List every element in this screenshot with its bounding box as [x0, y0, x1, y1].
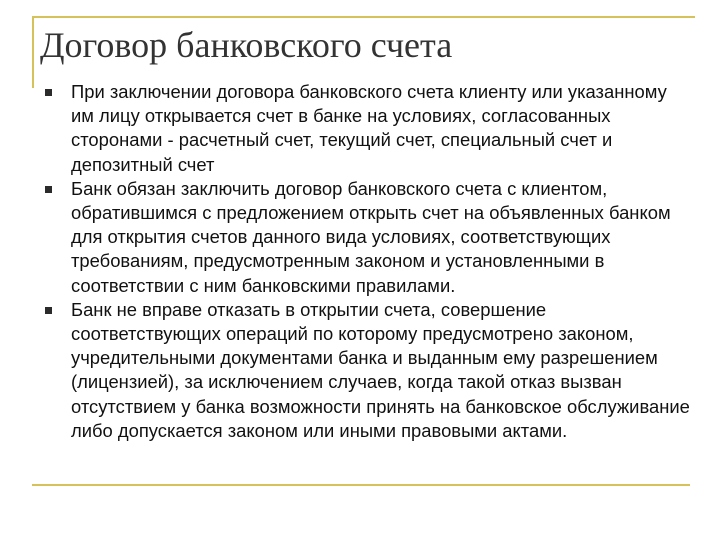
- square-bullet-icon: [45, 307, 52, 314]
- top-divider: [32, 16, 695, 18]
- bullet-text: При заключении договора банковского счета клиенту или указанному им лицу открывается счет в банке на условиях, согласованных сторонами - расчетный счет, текущий счет, специальный счет и депозитный счет: [71, 81, 667, 175]
- bullet-list: [38, 80, 690, 443]
- list-item: [38, 177, 690, 298]
- list-item: [38, 298, 690, 443]
- square-bullet-icon: [45, 186, 52, 193]
- list-item: [38, 80, 690, 177]
- bottom-divider: [32, 484, 690, 486]
- bullet-text: Банк не вправе отказать в открытии счета, совершение соответствующих операций по которому предусмотрено законом, учредительными документами банка и выданным ему разрешением (лицензией), за исключением случаев, когда такой отказ вызван отсутствием у банка возможности принять на банковское обслуживание либо допускается законом или иными правовыми актами.: [71, 298, 690, 441]
- left-divider: [32, 16, 34, 88]
- slide-title: Договор банковского счета: [40, 25, 453, 65]
- bullet-text: Банк обязан заключить договор банковского счета с клиентом, обратившимся с предложением открыть счет на объявленных банком для открытия счетов данного вида условиях, соответствующих требованиям, предусмотренным законом и установленными в соответствии с ним банковскими правилами.: [71, 177, 671, 296]
- square-bullet-icon: [45, 89, 52, 96]
